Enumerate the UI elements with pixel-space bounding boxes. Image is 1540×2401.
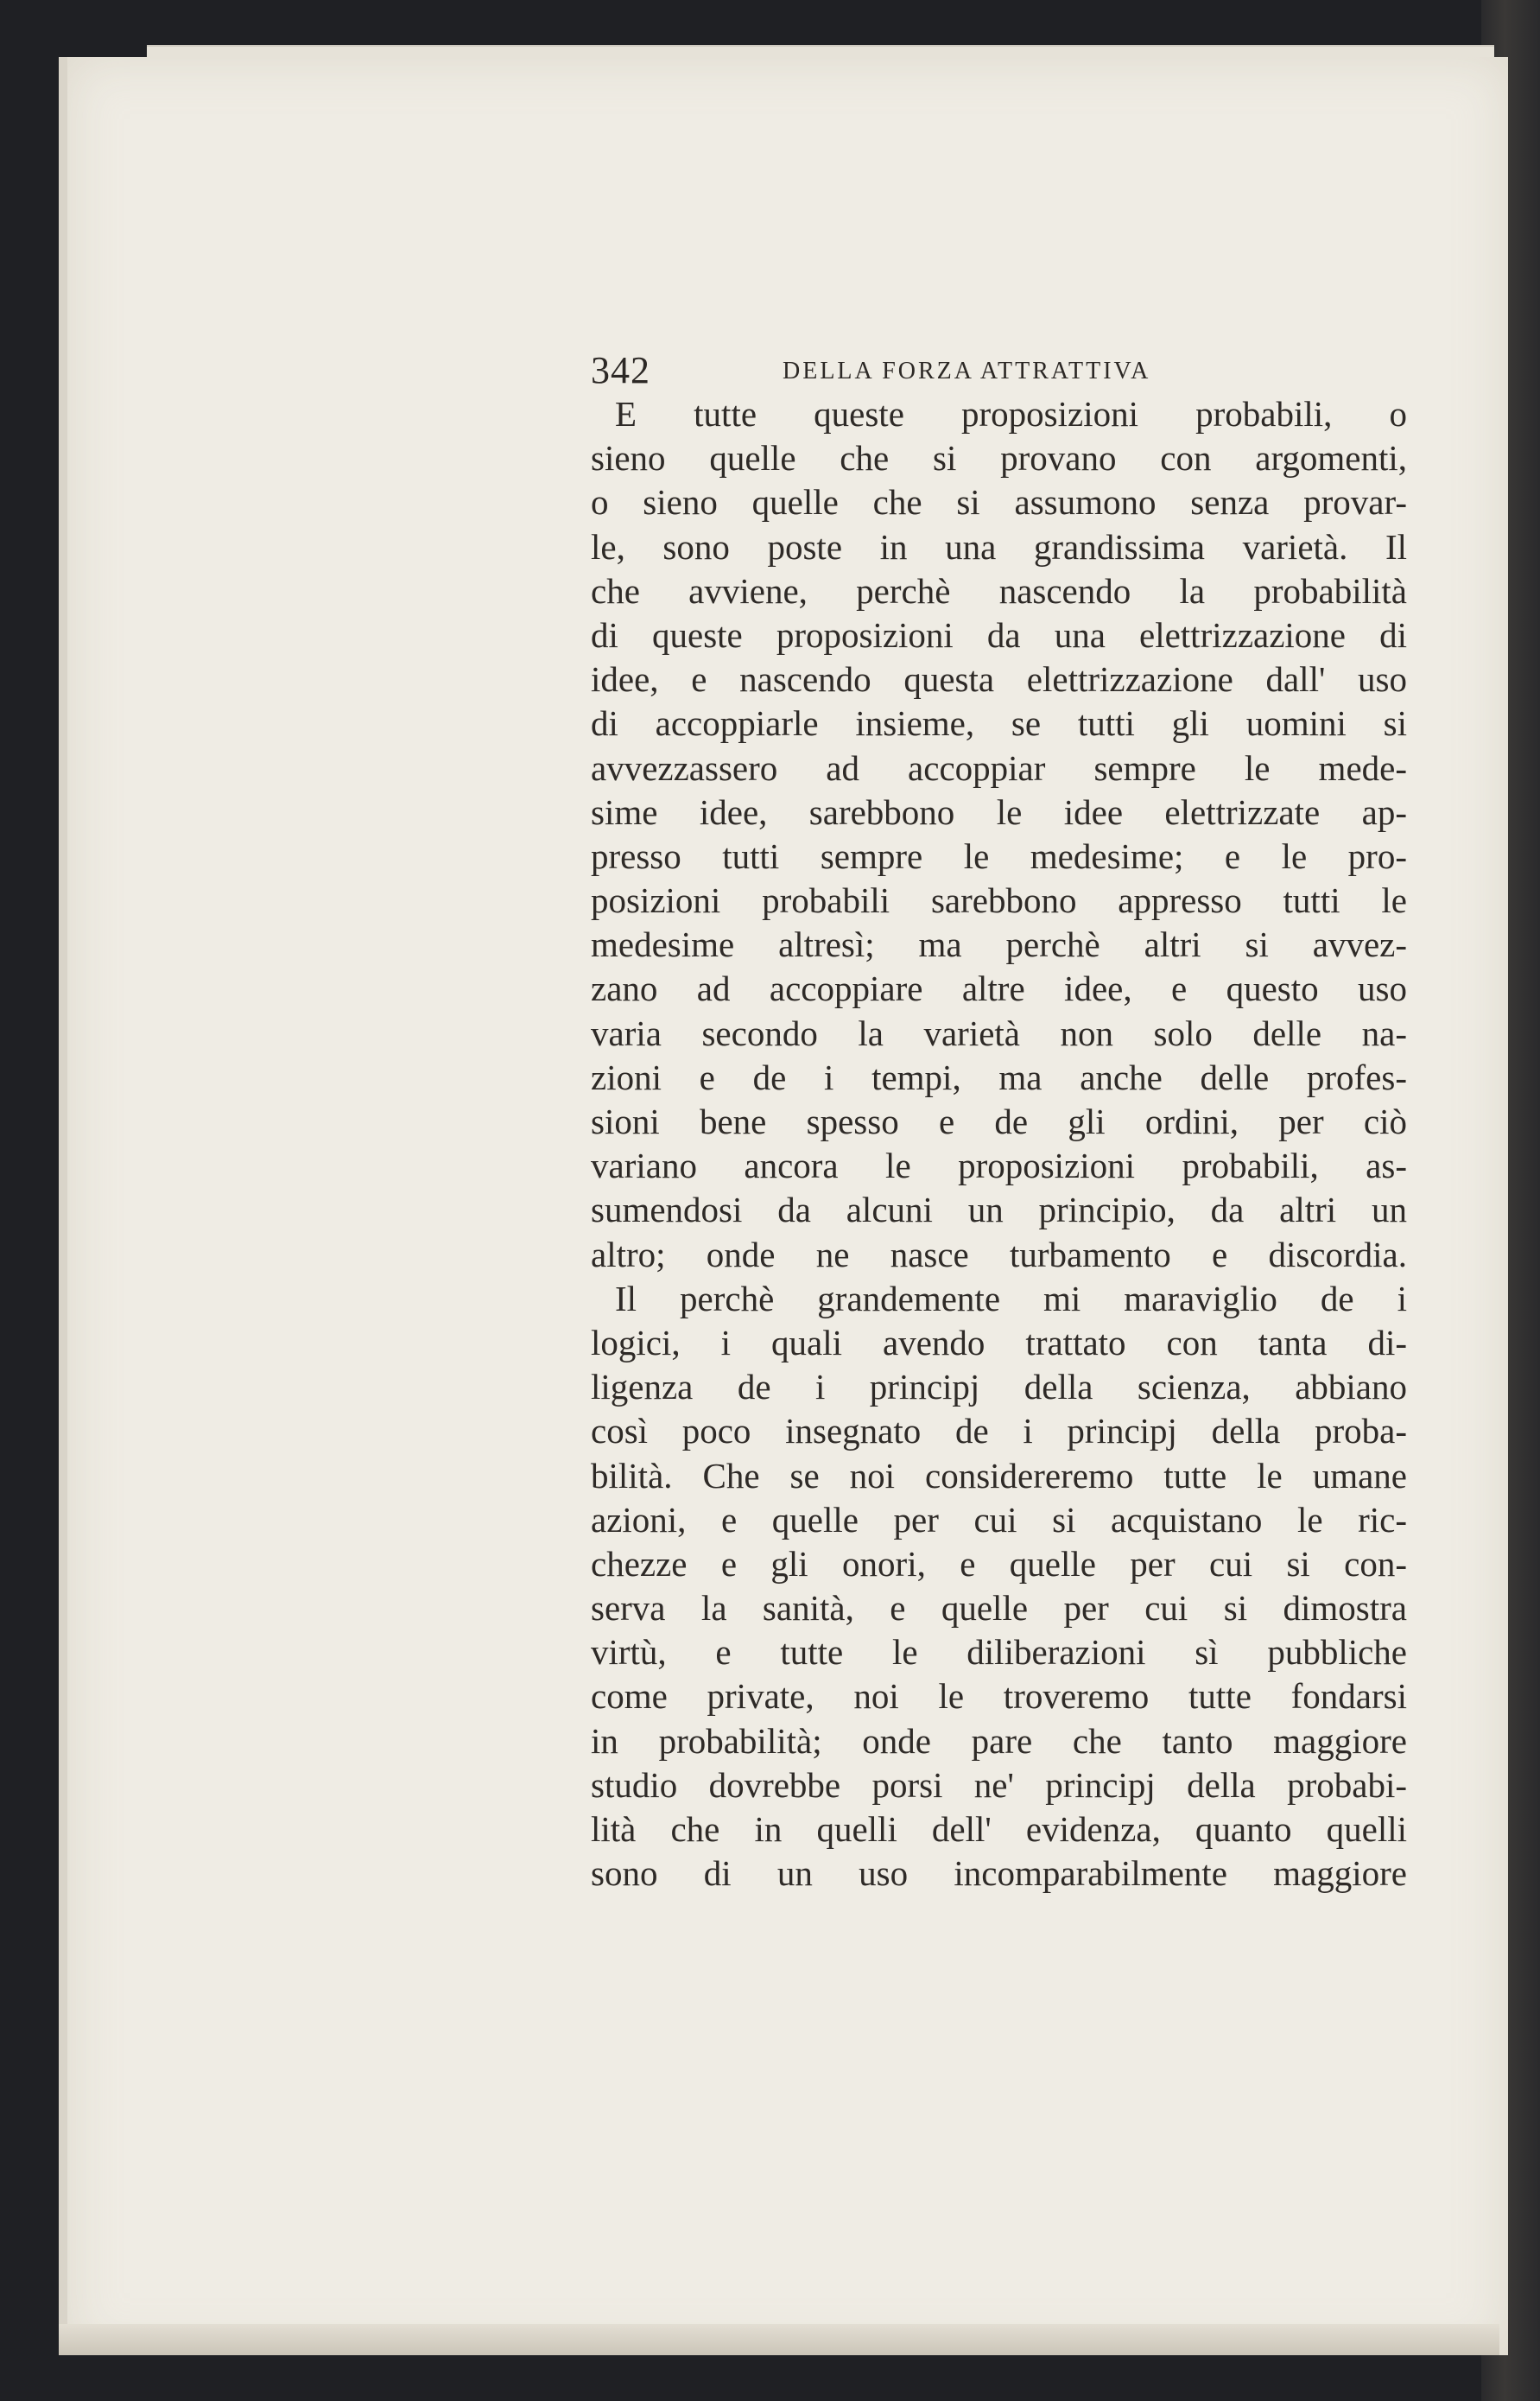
text-line: varia secondo la varietà non solo delle na- xyxy=(591,1013,1407,1053)
text-line: sioni bene spesso e de gli ordini, per ciò xyxy=(591,1102,1407,1141)
text-line: lità che in quelli dell' evidenza, quanto quelli xyxy=(591,1809,1407,1849)
text-line: logici, i quali avendo trattato con tanta di- xyxy=(591,1322,1407,1362)
text-line: di accoppiarle insieme, se tutti gli uomini si xyxy=(591,703,1407,744)
text-line: zioni e de i tempi, ma anche delle profes- xyxy=(591,1057,1407,1097)
text-line: sieno quelle che si provano con argomenti, xyxy=(591,438,1407,479)
text-line: E tutte queste proposizioni probabili, o xyxy=(615,394,1407,434)
page-bottom-edge xyxy=(59,2324,1499,2355)
text-line: in probabilità; onde pare che tanto maggiore xyxy=(591,1720,1407,1761)
text-line: zano ad accoppiare altre idee, e questo uso xyxy=(591,969,1407,1009)
text-line: come private, noi le troveremo tutte fondarsi xyxy=(591,1676,1407,1717)
text-line: virtù, e tutte le diliberazioni sì pubbliche xyxy=(591,1632,1407,1673)
body-text xyxy=(591,392,1407,1896)
text-line: le, sono poste in una grandissima varietà. Il xyxy=(591,526,1407,567)
text-line: sime idee, sarebbono le idee elettrizzate ap- xyxy=(591,791,1407,832)
text-line: di queste proposizioni da una elettrizzazione di xyxy=(591,614,1407,655)
text-line: sono di un uso incomparabilmente maggiore xyxy=(591,1853,1407,1894)
page-number: 342 xyxy=(591,349,650,391)
text-line: chezze e gli onori, e quelle per cui si con- xyxy=(591,1543,1407,1584)
text-line: posizioni probabili sarebbono appresso tutti le xyxy=(591,880,1407,921)
text-line: azioni, e quelle per cui si acquistano le ric- xyxy=(591,1499,1407,1540)
text-line: ligenza de i principj della scienza, abbiano xyxy=(591,1367,1407,1407)
text-line: o sieno quelle che si assumono senza provar- xyxy=(591,482,1407,523)
page-header xyxy=(591,349,1454,392)
text-line: altro; onde ne nasce turbamento e discordia. xyxy=(591,1234,1407,1274)
text-line: Il perchè grandemente mi maraviglio de i xyxy=(615,1278,1407,1318)
text-line: variano ancora le proposizioni probabili, as- xyxy=(591,1146,1407,1186)
text-line: studio dovrebbe porsi ne' principj della probabi- xyxy=(591,1764,1407,1805)
text-line: avvezzassero ad accoppiar sempre le mede- xyxy=(591,747,1407,788)
text-line: presso tutti sempre le medesime; e le pro- xyxy=(591,835,1407,876)
text-line: sumendosi da alcuni un principio, da altri un xyxy=(591,1190,1407,1230)
text-line: bilità. Che se noi considereremo tutte le umane xyxy=(591,1455,1407,1496)
text-line: medesime altresì; ma perchè altri si avvez- xyxy=(591,924,1407,965)
text-line: serva la sanità, e quelle per cui si dimostra xyxy=(591,1588,1407,1629)
text-line: che avviene, perchè nascendo la probabilità xyxy=(591,570,1407,611)
text-line: così poco insegnato de i principj della proba- xyxy=(591,1411,1407,1451)
running-title: DELLA FORZA ATTRATTIVA xyxy=(783,358,1151,384)
text-line: idee, e nascendo questa elettrizzazione dall' uso xyxy=(591,659,1407,700)
